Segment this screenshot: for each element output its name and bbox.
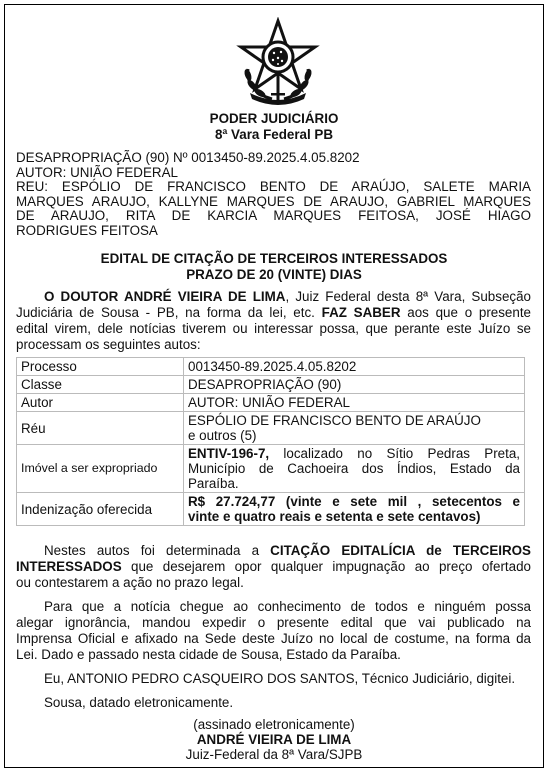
faz-saber: FAZ SABER (321, 305, 401, 320)
reu-value-line-2: e outros (5) (188, 428, 257, 443)
intro-line-4: processam os seguintes autos: (16, 337, 201, 352)
brazil-coat-of-arms-icon (234, 17, 322, 105)
edital-title-block (5, 251, 543, 283)
table-row (17, 358, 525, 376)
p2-line-3: Imprensa Oficial e afixado na Sede deste Juízo no local de costume, na forma da (16, 631, 531, 646)
indenizacao-label: Indenização oferecida (17, 493, 184, 526)
signer-name: ANDRÉ VIEIRA DE LIMA (196, 732, 352, 747)
reu-value-line-1: ESPÓLIO DE FRANCISCO BENTO DE ARAÚJO (188, 413, 481, 428)
intro-line-1: , Juiz Federal desta 8ª Vara, Subseção (285, 289, 531, 304)
imovel-line-2: Município de Cachoeira dos Índios, Estado da (188, 461, 520, 476)
typist-line: Eu, ANTONIO PEDRO CASQUEIRO DOS SANTOS, Técnico Judiciário, digitei. (44, 671, 516, 686)
processo-value: 0013450-89.2025.4.05.8202 (184, 358, 525, 376)
imovel-code: ENTIV-196-7, (188, 446, 270, 461)
intro-line-2b: aos que o presente (400, 305, 531, 320)
table-row (17, 412, 525, 445)
date-line: Sousa, datado eletronicamente. (44, 695, 234, 710)
intro-line-3: edital virem, dele notícias tiverem ou interessar possa, que perante este Juízo se (16, 321, 531, 336)
process-summary (16, 151, 531, 238)
autor-label: Autor (17, 394, 184, 412)
classe-label: Classe (17, 376, 184, 394)
p1-text-b: que desejarem opor qualquer impugnação ao preço ofertado (121, 559, 531, 574)
edital-page (4, 4, 544, 768)
typist-paragraph (16, 671, 531, 687)
processo-label: Processo (17, 358, 184, 376)
date-paragraph (16, 695, 531, 711)
citation-paragraph (16, 543, 531, 591)
signature-block (5, 717, 543, 762)
signature-note: (assinado eletronicamente) (193, 717, 355, 732)
judge-name: O DOUTOR ANDRÉ VIEIRA DE LIMA (44, 289, 286, 304)
author-line: AUTOR: UNIÃO FEDERAL (16, 164, 178, 180)
vara-name: 8ª Vara Federal PB (214, 127, 334, 142)
court-header (5, 111, 543, 143)
reu-value (184, 412, 525, 445)
p2-line-4: Lei. Dado e passado nesta cidade de Sousa, Estado da Paraíba. (16, 647, 401, 662)
imovel-line-1: localizado no Sítio Pedras Preta, (269, 446, 520, 461)
p1-bold-1: CITAÇÃO EDITALÍCIA de TERCEIROS (270, 543, 531, 558)
p2-line-1: Para que a notícia chegue ao conhecimento de todos e ninguém possa (44, 599, 531, 614)
reu-line-2: MARQUES ARAUJO, KALLYNE MARQUES DE ARAUJO, GABRIEL MARQUES (16, 193, 531, 209)
edital-title: EDITAL DE CITAÇÃO DE TERCEIROS INTERESSADOS (100, 251, 448, 266)
imovel-line-3: Paraíba. (188, 476, 239, 491)
indenizacao-value (184, 493, 525, 526)
court-name: PODER JUDICIÁRIO (209, 111, 339, 126)
classe-value: DESAPROPRIAÇÃO (90) (184, 376, 525, 394)
p2-line-2: alegar ignorância, mandou expedir o presente edital que vai publicado na (16, 615, 531, 630)
case-info-table (16, 357, 525, 526)
p1-bold-2: INTERESSADOS (16, 559, 122, 574)
table-row (17, 376, 525, 394)
edital-subtitle: PRAZO DE 20 (VINTE) DIAS (186, 267, 362, 282)
reu-label: Réu (17, 412, 184, 445)
table-row (17, 493, 525, 526)
indenizacao-line-2: vinte e quatro reais e setenta e sete centavos) (188, 509, 481, 524)
process-number-line: DESAPROPRIAÇÃO (90) Nº 0013450-89.2025.4.05.8202 (16, 150, 360, 165)
table-row (17, 445, 525, 493)
signer-role: Juiz-Federal da 8ª Vara/SJPB (185, 747, 363, 762)
notice-paragraph (16, 599, 531, 663)
indenizacao-line-1: R$ 27.724,77 (vinte e sete mil , setecentos e (188, 494, 520, 509)
reu-line-4: RODRIGUES FEITOSA (16, 222, 158, 238)
autor-value: AUTOR: UNIÃO FEDERAL (184, 394, 525, 412)
intro-line-2a: Judiciária de Sousa - PB, na forma da lei, etc. (16, 305, 322, 320)
table-row (17, 394, 525, 412)
reu-line-1: REU: ESPÓLIO DE FRANCISCO BENTO DE ARAÚJO, SALETE MARIA (16, 179, 531, 194)
p1-text-c: ou contestarem a ação no prazo legal. (16, 575, 244, 590)
p1-text-a: Nestes autos foi determinada a (44, 543, 271, 558)
intro-paragraph (16, 289, 531, 353)
imovel-value (184, 445, 525, 493)
reu-line-3: DE ARAUJO, RITA DE KARCIA MARQUES FEITOSA, JOSÉ HIAGO (16, 208, 531, 223)
imovel-label: Imóvel a ser expropriado (17, 445, 184, 493)
